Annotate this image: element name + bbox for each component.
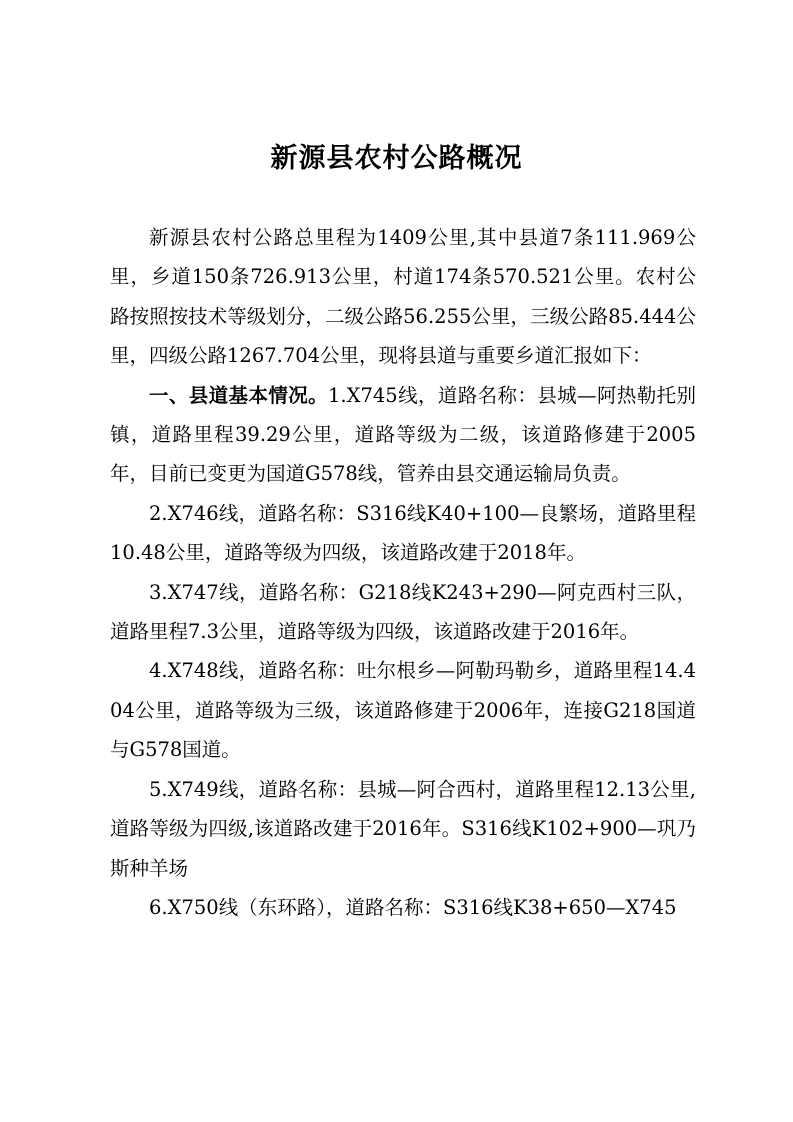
paragraph-text: 6.X750线（东环路），道路名称：S316线K38+650—X745	[149, 895, 677, 919]
paragraph-text: 2.X746线，道路名称：S316线K40+100—良繁场，道路里程10.48公里，道路等级为四级，该道路改建于2018年。	[110, 501, 696, 565]
paragraph-x748	[110, 651, 696, 769]
paragraph-overview	[110, 218, 696, 376]
paragraph-text: 3.X747线，道路名称：G218线K243+290—阿克西村三队，道路里程7.3公里，道路等级为四级，该道路改建于2016年。	[110, 580, 696, 644]
paragraph-x747	[110, 573, 696, 652]
paragraph-x746	[110, 494, 696, 573]
document-title: 新源县农村公路概况	[270, 143, 523, 174]
document-body	[110, 218, 696, 927]
paragraph-text: 1.X745线，道路名称：县城—阿热勒托别镇，道路里程39.29公里，道路等级为二级，该道路修建于2005年，目前已变更为国道G578线，管养由县交通运输局负责。	[110, 383, 696, 486]
paragraph-x749	[110, 770, 696, 888]
paragraph-x750	[110, 888, 696, 927]
paragraph-text: 新源县农村公路总里程为1409公里,其中县道7条111.969公里，乡道150条726.913公里，村道174条570.521公里。农村公路按照按技术等级划分，二级公路56.255公里，三级公路85.444公里，四级公路1267.704公里，现将县道与重要乡道汇报如下：	[110, 226, 696, 368]
paragraph-text: 4.X748线，道路名称：吐尔根乡—阿勒玛勒乡，道路里程14.404公里，道路等级为三级，该道路修建于2006年，连接G218国道与G578国道。	[110, 659, 696, 762]
paragraph-text: 5.X749线，道路名称：县城—阿合西村，道路里程12.13公里,道路等级为四级,该道路改建于2016年。S316线K102+900—巩乃斯种羊场	[110, 777, 696, 880]
paragraph-x745	[110, 376, 696, 494]
section-heading: 一、县道基本情况。	[149, 383, 328, 407]
